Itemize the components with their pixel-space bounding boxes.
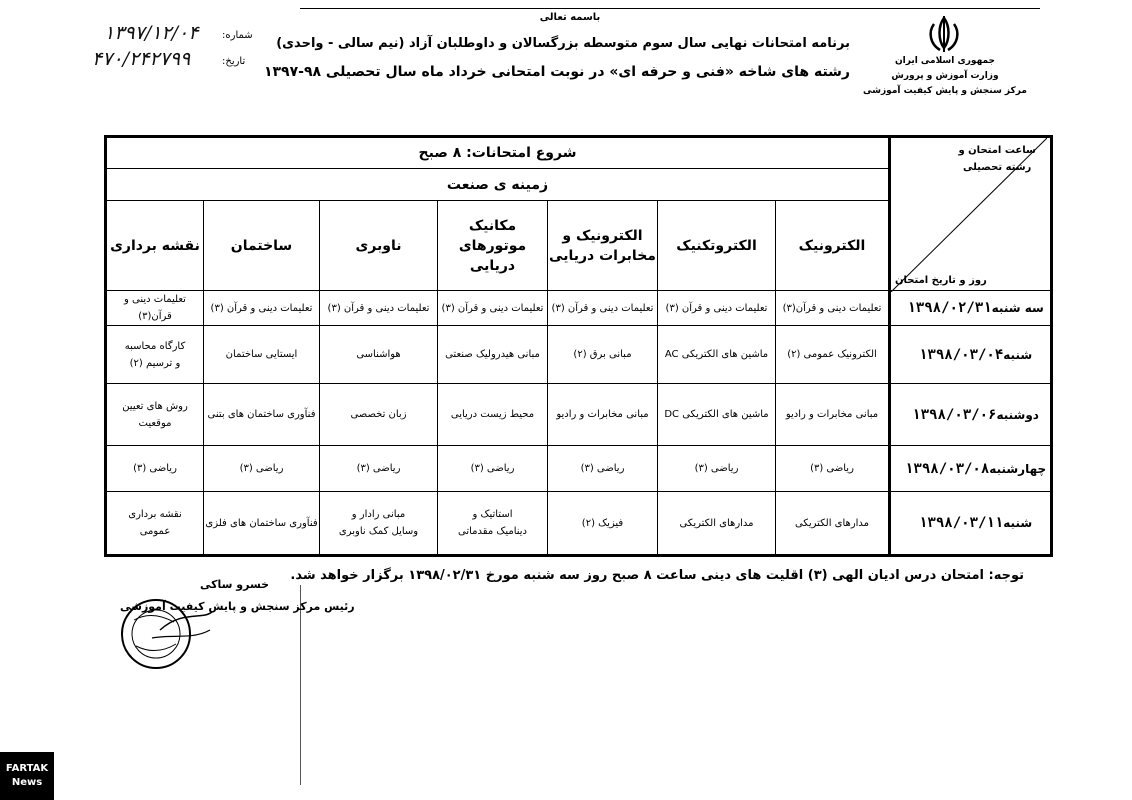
subject-cell: مبانی هیدرولیک صنعتی bbox=[438, 326, 548, 384]
ministry-line-3: مرکز سنجش و پایش کیفیت آموزشی bbox=[863, 86, 1027, 96]
day-date-cell bbox=[890, 384, 1052, 446]
ministry-line-1: جمهوری اسلامی ایران bbox=[894, 56, 996, 66]
subject-cell: تعلیمات دینی و قرآن (۳) bbox=[320, 291, 438, 326]
subject-cell: تعلیمات دینی و قرآن (۳) bbox=[548, 291, 658, 326]
subject-cell: ریاضی (۳) bbox=[204, 446, 320, 492]
day-date-cell bbox=[890, 446, 1052, 492]
subject-cell: فنآوری ساختمان های فلزی bbox=[204, 492, 320, 556]
exam-date: ۱۳۹۸/۰۳/۰۶ bbox=[912, 406, 997, 423]
subject-cell: ریاضی (۳) bbox=[106, 446, 204, 492]
subject-cell: تعلیمات دینی و قرآن (۳) bbox=[438, 291, 548, 326]
course-header: ساختمان bbox=[204, 201, 320, 291]
day-name: دوشنبه bbox=[996, 407, 1039, 422]
exam-date: ۱۳۹۸/۰۳/۰۴ bbox=[918, 346, 1004, 363]
subject-cell: مدارهای الکتریکی bbox=[658, 492, 776, 556]
subject-cell: تعلیمات دینی و قرآن (۳) bbox=[204, 291, 320, 326]
subject-cell: ریاضی (۳) bbox=[776, 446, 890, 492]
day-name: شنبه bbox=[1003, 516, 1033, 530]
corner-top-label: ساعت امتحان و رشته تحصیلی bbox=[958, 145, 1036, 173]
subject-cell: ایستایی ساختمان bbox=[204, 326, 320, 384]
subject-cell: ماشین های الکتریکی AC bbox=[658, 326, 776, 384]
subject-cell: مبانی رادار و وسایل کمک ناوبری bbox=[320, 492, 438, 556]
course-header: الکتروتکنیک bbox=[658, 201, 776, 291]
number-value: ۱۳۹۷/۱۲/۰۴ bbox=[104, 22, 199, 44]
table-row bbox=[106, 446, 1052, 492]
subject-cell: روش های تعیین موقعیت bbox=[106, 384, 204, 446]
day-name: سه شنبه bbox=[991, 301, 1044, 315]
subject-cell: الکترونیک عمومی (۲) bbox=[776, 326, 890, 384]
exam-date: ۱۳۹۸/۰۳/۰۸ bbox=[905, 460, 990, 477]
subject-cell: تعلیمات دینی و قرآن(۳) bbox=[776, 291, 890, 326]
subject-cell: مبانی مخابرات و رادیو bbox=[548, 384, 658, 446]
signatory-name: خسرو ساکی bbox=[200, 578, 270, 591]
subject-cell: ریاضی (۳) bbox=[320, 446, 438, 492]
subject-cell: مبانی برق (۲) bbox=[548, 326, 658, 384]
subject-cell: ریاضی (۳) bbox=[548, 446, 658, 492]
table-row bbox=[106, 492, 1052, 556]
fartak-news-logo bbox=[0, 752, 54, 800]
day-date-cell bbox=[890, 291, 1052, 326]
subject-cell: ریاضی (۳) bbox=[438, 446, 548, 492]
table-row bbox=[106, 291, 1052, 326]
signatory-title: رئیس مرکز سنجش و پایش کیفیت آموزشی bbox=[120, 600, 355, 613]
subject-cell: نقشه برداری عمومی bbox=[106, 492, 204, 556]
course-header: نقشه برداری bbox=[106, 201, 204, 291]
subject-cell: فیزیک (۲) bbox=[548, 492, 658, 556]
footnote: توجه: امتحان درس ادیان الهی (۳) اقلیت های دینی ساعت ۸ صبح روز سه شنبه مورخ ۱۳۹۸/۰۲/۳۱ برگزار خواهد شد. bbox=[290, 568, 1024, 583]
top-rule bbox=[300, 8, 1040, 9]
margin-rule bbox=[300, 585, 301, 785]
subject-cell: محیط زیست دریایی bbox=[438, 384, 548, 446]
start-time: شروع امتحانات: ۸ صبح bbox=[106, 137, 890, 169]
subject-cell: هواشناسی bbox=[320, 326, 438, 384]
subject-cell: زبان تخصصی bbox=[320, 384, 438, 446]
subject-cell: استاتیک و دینامیک مقدماتی bbox=[438, 492, 548, 556]
subject-cell: تعلیمات دینی و قرآن (۳) bbox=[658, 291, 776, 326]
exam-schedule-table bbox=[104, 135, 1053, 557]
day-name: شنبه bbox=[1003, 347, 1033, 362]
corner-header-cell bbox=[890, 137, 1052, 291]
table-row bbox=[106, 326, 1052, 384]
course-header: مکانیک موتورهای دریایی bbox=[438, 201, 548, 291]
subject-cell: مبانی مخابرات و رادیو bbox=[776, 384, 890, 446]
number-label: شماره: bbox=[222, 30, 253, 41]
field-group: زمینه ی صنعت bbox=[106, 169, 890, 201]
ministry-line-2: وزارت آموزش و پرورش bbox=[891, 71, 999, 81]
day-date-cell bbox=[890, 326, 1052, 384]
table-row bbox=[106, 384, 1052, 446]
date-value: ۴۷۰/۲۴۲۷۹۹ bbox=[92, 48, 191, 70]
subject-cell: مدارهای الکتریکی bbox=[776, 492, 890, 556]
day-name: چهارشنبه bbox=[989, 461, 1047, 476]
subject-cell: فنآوری ساختمان های بتنی bbox=[204, 384, 320, 446]
exam-date: ۱۳۹۸/۰۳/۱۱ bbox=[918, 515, 1004, 531]
subject-cell: ماشین های الکتریکی DC bbox=[658, 384, 776, 446]
exam-date: ۱۳۹۸/۰۲/۳۱ bbox=[907, 300, 992, 316]
logo-line-2: News bbox=[11, 777, 43, 788]
course-header: الکترونیک bbox=[776, 201, 890, 291]
logo-line-1: FARTAK bbox=[5, 763, 49, 774]
iran-emblem-icon bbox=[924, 14, 964, 54]
subject-cell: ریاضی (۳) bbox=[658, 446, 776, 492]
date-label: تاریخ: bbox=[222, 56, 246, 67]
subject-cell: کارگاه محاسبه و ترسیم (۲) bbox=[106, 326, 204, 384]
document-subtitle: رشته های شاخه «فنی و حرفه ای» در نوبت امتحانی خرداد ماه سال تحصیلی ۹۸-۱۳۹۷ bbox=[263, 64, 850, 80]
basmala: باسمه تعالی bbox=[539, 12, 601, 23]
day-date-cell bbox=[890, 492, 1052, 556]
course-header: ناوبری bbox=[320, 201, 438, 291]
course-header: الکترونیک و مخابرات دریایی bbox=[548, 201, 658, 291]
document-title: برنامه امتحانات نهایی سال سوم متوسطه بزرگسالان و داوطلبان آزاد (نیم سالی - واحدی) bbox=[276, 36, 850, 51]
corner-bottom-label: روز و تاریخ امتحان bbox=[895, 275, 987, 286]
subject-cell: تعلیمات دینی و قرآن(۳) bbox=[106, 291, 204, 326]
